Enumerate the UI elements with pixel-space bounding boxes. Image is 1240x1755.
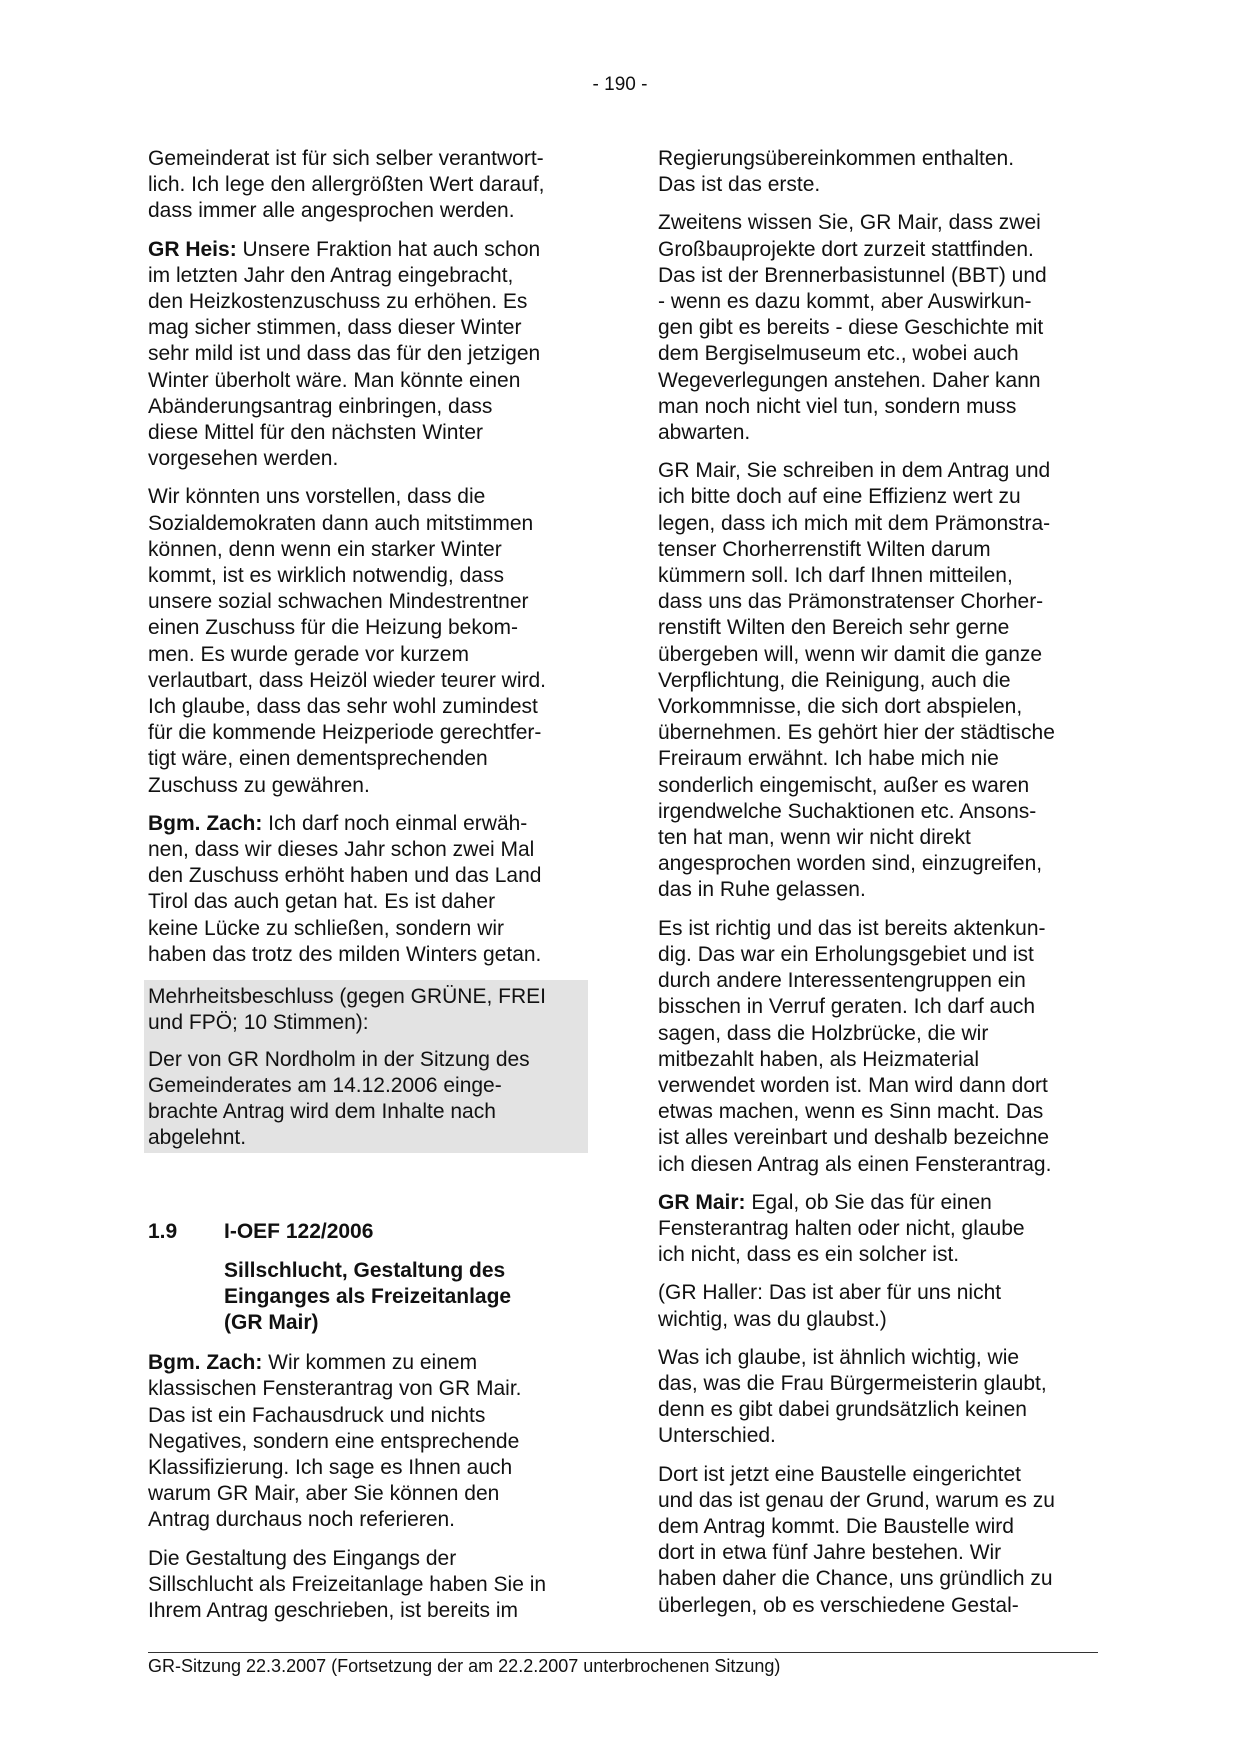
text-line: diese Mittel für den nächsten Winter — [148, 421, 483, 445]
text-line: ich diesen Antrag als einen Fensterantrag. — [658, 1152, 1052, 1176]
text-line: Abänderungsantrag einbringen, dass — [148, 394, 493, 418]
resolution-text — [148, 1047, 584, 1152]
text-line — [148, 1350, 588, 1376]
text-line: können, denn wenn ein starker Winter — [148, 537, 502, 561]
paragraph — [148, 1546, 588, 1625]
text-line: überlegen, ob es verschiedene Gestal- — [658, 1593, 1019, 1617]
text-line: und das ist genau der Grund, warum es zu — [658, 1488, 1055, 1512]
text-line: verlautbart, dass Heizöl wieder teurer wird. — [148, 668, 546, 692]
text-line: für die kommende Heizperiode gerechtfer- — [148, 721, 542, 745]
speaker-name: GR Mair: — [658, 1190, 746, 1214]
text-line: sonderlich eingemischt, außer es waren — [658, 773, 1030, 797]
text-line: men. Es wurde gerade vor kurzem — [148, 642, 469, 666]
text-line: mag sicher stimmen, dass dieser Winter — [148, 316, 522, 340]
text-line: (GR Haller: Das ist aber für uns nicht — [658, 1281, 1002, 1305]
paragraph — [658, 146, 1098, 198]
text-line: Gemeinderat ist für sich selber verantwort- — [148, 147, 544, 170]
text-line: vorgesehen werden. — [148, 447, 339, 471]
paragraph — [658, 210, 1098, 446]
text-line: dem Bergiselmuseum etc., wobei auch — [658, 342, 1019, 366]
text-line: brachte Antrag wird dem Inhalte nach — [148, 1099, 496, 1123]
resolution-vote — [148, 984, 584, 1036]
agenda-item-code: I-OEF 122/2006 — [224, 1220, 374, 1244]
text-line: Großbauprojekte dort zurzeit stattfinden. — [658, 237, 1034, 261]
text-line: Das ist der Brennerbasistunnel (BBT) und — [658, 263, 1047, 287]
text-line: übernehmen. Es gehört hier der städtische — [658, 721, 1055, 745]
text-line: haben daher die Chance, uns gründlich zu — [658, 1567, 1053, 1591]
resolution-box — [144, 980, 588, 1153]
paragraph — [658, 1345, 1098, 1450]
agenda-item-header — [148, 1219, 588, 1245]
paragraph-gr-heis — [148, 237, 588, 473]
text-line: unsere sozial schwachen Mindestrentner — [148, 590, 529, 614]
footer-divider — [148, 1652, 1098, 1653]
text-line: ich bitte doch auf eine Effizienz wert zu — [658, 485, 1021, 509]
right-column — [658, 146, 1098, 1631]
text-span: Wir kommen zu einem — [262, 1351, 478, 1375]
text-line: Ihrem Antrag geschrieben, ist bereits im — [148, 1598, 519, 1622]
text-line: denn es gibt dabei grundsätzlich keinen — [658, 1398, 1027, 1422]
text-span: Egal, ob Sie das für einen — [745, 1190, 992, 1214]
text-line: warum GR Mair, aber Sie können den — [148, 1482, 500, 1506]
text-line: Einganges als Freizeitanlage — [224, 1284, 512, 1308]
text-line: Negatives, sondern eine entsprechende — [148, 1429, 520, 1453]
text-line: dig. Das war ein Erholungsgebiet und ist — [658, 942, 1034, 966]
left-column — [148, 146, 588, 1636]
paragraph — [148, 146, 588, 225]
text-line: legen, dass ich mich mit dem Prämonstra- — [658, 511, 1051, 535]
page-number: - 190 - — [592, 74, 648, 95]
text-line: Gemeinderates am 14.12.2006 einge- — [148, 1073, 502, 1097]
text-line: Tirol das auch getan hat. Es ist daher — [148, 890, 496, 914]
text-line: renstift Wilten den Bereich sehr gerne — [658, 616, 1010, 640]
text-line: und FPÖ; 10 Stimmen): — [148, 1011, 369, 1035]
text-line: Zuschuss zu gewähren. — [148, 773, 370, 797]
text-line: den Heizkostenzuschuss zu erhöhen. Es — [148, 290, 528, 314]
text-span: Unsere Fraktion hat auch schon — [236, 237, 541, 261]
paragraph-interjection — [658, 1280, 1098, 1332]
paragraph — [658, 1462, 1098, 1619]
text-line: man noch nicht viel tun, sondern muss — [658, 394, 1017, 418]
text-line: Das ist das erste. — [658, 173, 821, 197]
text-line — [148, 811, 588, 837]
text-line: haben das trotz des milden Winters getan. — [148, 942, 542, 966]
text-line: GR Mair, Sie schreiben in dem Antrag und — [658, 459, 1051, 483]
text-line: Vorkommnisse, die sich dort abspielen, — [658, 695, 1023, 719]
text-line: dass immer alle angesprochen werden. — [148, 199, 515, 223]
paragraph — [148, 484, 588, 798]
paragraph-bgm-zach — [148, 1350, 588, 1533]
text-line: dass uns das Prämonstratenser Chorher- — [658, 590, 1044, 614]
text-line: nen, dass wir dieses Jahr schon zwei Mal — [148, 838, 535, 862]
speaker-name: GR Heis: — [148, 237, 237, 261]
text-line: gen gibt es bereits - diese Geschichte mit — [658, 316, 1044, 340]
text-line: Regierungsübereinkommen enthalten. — [658, 147, 1015, 170]
text-line: angesprochen worden sind, einzugreifen, — [658, 852, 1043, 876]
text-line: irgendwelche Suchaktionen etc. Ansons- — [658, 799, 1037, 823]
text-line — [658, 1190, 1098, 1216]
text-line: etwas machen, wenn es Sinn macht. Das — [658, 1100, 1044, 1124]
text-line: Freiraum erwähnt. Ich habe mich nie — [658, 747, 999, 771]
text-line: bisschen in Verruf geraten. Ich darf auch — [658, 995, 1036, 1019]
text-line: verwendet worden ist. Man wird dann dort — [658, 1073, 1048, 1097]
text-line: Verpflichtung, die Reinigung, auch die — [658, 668, 1011, 692]
text-line: Wegeverlegungen anstehen. Daher kann — [658, 368, 1041, 392]
text-line: mitbezahlt haben, als Heizmaterial — [658, 1047, 979, 1071]
text-line: sehr mild ist und dass das für den jetzigen — [148, 342, 541, 366]
text-line: Winter überholt wäre. Man könnte einen — [148, 368, 521, 392]
text-line: abwarten. — [658, 421, 751, 445]
text-line: Es ist richtig und das ist bereits aktenkun- — [658, 916, 1046, 940]
text-line: (GR Mair) — [224, 1310, 319, 1334]
paragraph-bgm-zach — [148, 811, 588, 968]
text-line: dem Antrag kommt. Die Baustelle wird — [658, 1514, 1014, 1538]
text-line: kommt, ist es wirklich notwendig, dass — [148, 564, 504, 588]
agenda-item-title — [224, 1258, 588, 1337]
text-line: Fensterantrag halten oder nicht, glaube — [658, 1216, 1025, 1240]
text-line: Sozialdemokraten dann auch mitstimmen — [148, 511, 534, 535]
text-line: Die Gestaltung des Eingangs der — [148, 1546, 457, 1570]
agenda-item-heading — [148, 1219, 588, 1336]
paragraph — [658, 916, 1098, 1178]
text-line: Wir könnten uns vorstellen, dass die — [148, 485, 486, 509]
text-line: Unterschied. — [658, 1424, 776, 1448]
text-line: das in Ruhe gelassen. — [658, 878, 866, 902]
text-line: Zweitens wissen Sie, GR Mair, dass zwei — [658, 211, 1041, 235]
paragraph — [658, 458, 1098, 903]
text-line: durch andere Interessentengruppen ein — [658, 969, 1026, 993]
text-line: Der von GR Nordholm in der Sitzung des — [148, 1047, 530, 1071]
text-span: Ich darf noch einmal erwäh- — [262, 811, 528, 835]
text-line: den Zuschuss erhöht haben und das Land — [148, 864, 542, 888]
text-line: Antrag durchaus noch referieren. — [148, 1508, 456, 1532]
text-line: sagen, dass die Holzbrücke, die wir — [658, 1021, 989, 1045]
text-line: Klassifizierung. Ich sage es Ihnen auch — [148, 1455, 513, 1479]
text-line: tigt wäre, einen dementsprechenden — [148, 747, 488, 771]
text-line: Sillschlucht, Gestaltung des — [224, 1258, 506, 1282]
text-line: wichtig, was du glaubst.) — [658, 1307, 887, 1331]
text-line: lich. Ich lege den allergrößten Wert darauf, — [148, 173, 545, 197]
text-line: das, was die Frau Bürgermeisterin glaubt, — [658, 1371, 1047, 1395]
text-line: übergeben will, wenn wir damit die ganze — [658, 642, 1043, 666]
paragraph-gr-mair — [658, 1190, 1098, 1269]
text-line: Sillschlucht als Freizeitanlage haben Sie in — [148, 1572, 547, 1596]
text-line: klassischen Fensterantrag von GR Mair. — [148, 1377, 522, 1401]
text-line: ten hat man, wenn wir nicht direkt — [658, 826, 971, 850]
text-line: im letzten Jahr den Antrag eingebracht, — [148, 263, 514, 287]
text-line: tenser Chorherrenstift Wilten darum — [658, 537, 991, 561]
text-line: ist alles vereinbart und deshalb bezeichne — [658, 1126, 1050, 1150]
text-line — [148, 237, 588, 263]
text-line: dort in etwa fünf Jahre bestehen. Wir — [658, 1541, 1002, 1565]
text-line: Das ist ein Fachausdruck und nichts — [148, 1403, 486, 1427]
text-line: keine Lücke zu schließen, sondern wir — [148, 916, 505, 940]
text-line: Was ich glaube, ist ähnlich wichtig, wie — [658, 1345, 1020, 1369]
text-line: abgelehnt. — [148, 1126, 247, 1150]
agenda-item-number: 1.9 — [148, 1220, 178, 1244]
text-line: Dort ist jetzt eine Baustelle eingerichtet — [658, 1462, 1022, 1486]
text-line: - wenn es dazu kommt, aber Auswirkun- — [658, 290, 1032, 314]
speaker-name: Bgm. Zach: — [148, 811, 263, 835]
text-line: Ich glaube, dass das sehr wohl zumindest — [148, 695, 538, 719]
page-footer: GR-Sitzung 22.3.2007 (Fortsetzung der am 22.2.2007 unterbrochenen Sitzung) — [148, 1656, 781, 1676]
text-line: Mehrheitsbeschluss (gegen GRÜNE, FREI — [148, 985, 546, 1009]
speaker-name: Bgm. Zach: — [148, 1351, 263, 1375]
text-line: ich nicht, dass es ein solcher ist. — [658, 1243, 960, 1267]
text-line: einen Zuschuss für die Heizung bekom- — [148, 616, 519, 640]
text-line: kümmern soll. Ich darf Ihnen mitteilen, — [658, 564, 1013, 588]
